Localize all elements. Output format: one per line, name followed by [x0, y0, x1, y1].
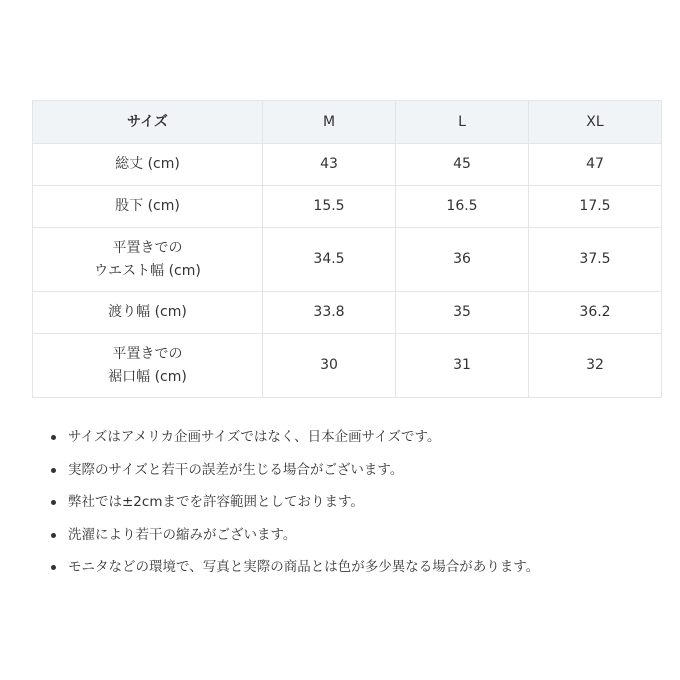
- header-size-label: サイズ: [33, 101, 263, 144]
- table-cell: 30: [263, 334, 396, 398]
- list-item: [46, 457, 539, 490]
- table-cell: 37.5: [529, 228, 662, 292]
- row-label-line: 渡り幅 (cm): [108, 304, 187, 320]
- row-label-total-length: [33, 144, 263, 186]
- row-label-line: 裾口幅 (cm): [108, 368, 187, 385]
- size-chart-table: [32, 100, 662, 398]
- table-cell: 33.8: [263, 292, 396, 334]
- row-label-thigh-width: [33, 292, 263, 334]
- table-cell: 35: [396, 292, 529, 334]
- list-item: [46, 522, 539, 555]
- table-cell: 34.5: [263, 228, 396, 292]
- header-size-l: L: [396, 101, 529, 144]
- table-row: [33, 186, 662, 228]
- table-cell: 36.2: [529, 292, 662, 334]
- table-row: [33, 228, 662, 292]
- table-row: [33, 144, 662, 186]
- list-item: [46, 424, 539, 457]
- table-cell: 36: [396, 228, 529, 292]
- table-cell: 45: [396, 144, 529, 186]
- note-text: 実際のサイズと若干の誤差が生じる場合がございます。: [68, 461, 404, 478]
- note-text: モニタなどの環境で、写真と実際の商品とは色が多少異なる場合があります。: [68, 559, 540, 575]
- size-notes-list: [46, 424, 539, 587]
- table-cell: 17.5: [529, 186, 662, 228]
- list-item: [46, 554, 539, 587]
- bullet-dot-icon: [51, 565, 56, 570]
- table-row: [33, 292, 662, 334]
- row-label-line: 平置きでの: [112, 345, 183, 362]
- row-label-inseam: [33, 186, 263, 228]
- row-label-line: ウエスト幅 (cm): [94, 262, 201, 279]
- table-cell: 43: [263, 144, 396, 186]
- table-cell: 47: [529, 144, 662, 186]
- header-size-xl: XL: [529, 101, 662, 144]
- row-label-hem-width: [33, 334, 263, 398]
- table-row: [33, 334, 662, 398]
- table-cell: 31: [396, 334, 529, 398]
- table-header-row: [33, 101, 662, 144]
- bullet-dot-icon: [51, 468, 56, 473]
- note-text: 弊社では±2cmまでを許容範囲としております。: [68, 494, 364, 510]
- list-item: [46, 489, 539, 522]
- row-label-waist-width: [33, 228, 263, 292]
- bullet-dot-icon: [51, 435, 56, 440]
- row-label-line: 股下 (cm): [115, 198, 180, 214]
- table-cell: 16.5: [396, 186, 529, 228]
- header-size-m: M: [263, 101, 396, 144]
- row-label-line: 平置きでの: [112, 239, 183, 256]
- bullet-dot-icon: [51, 500, 56, 505]
- table-cell: 15.5: [263, 186, 396, 228]
- note-text: 洗濯により若干の縮みがございます。: [68, 526, 297, 543]
- row-label-line: 総丈 (cm): [115, 156, 180, 172]
- note-text: サイズはアメリカ企画サイズではなく、日本企画サイズです。: [68, 429, 441, 445]
- table-cell: 32: [529, 334, 662, 398]
- bullet-dot-icon: [51, 533, 56, 538]
